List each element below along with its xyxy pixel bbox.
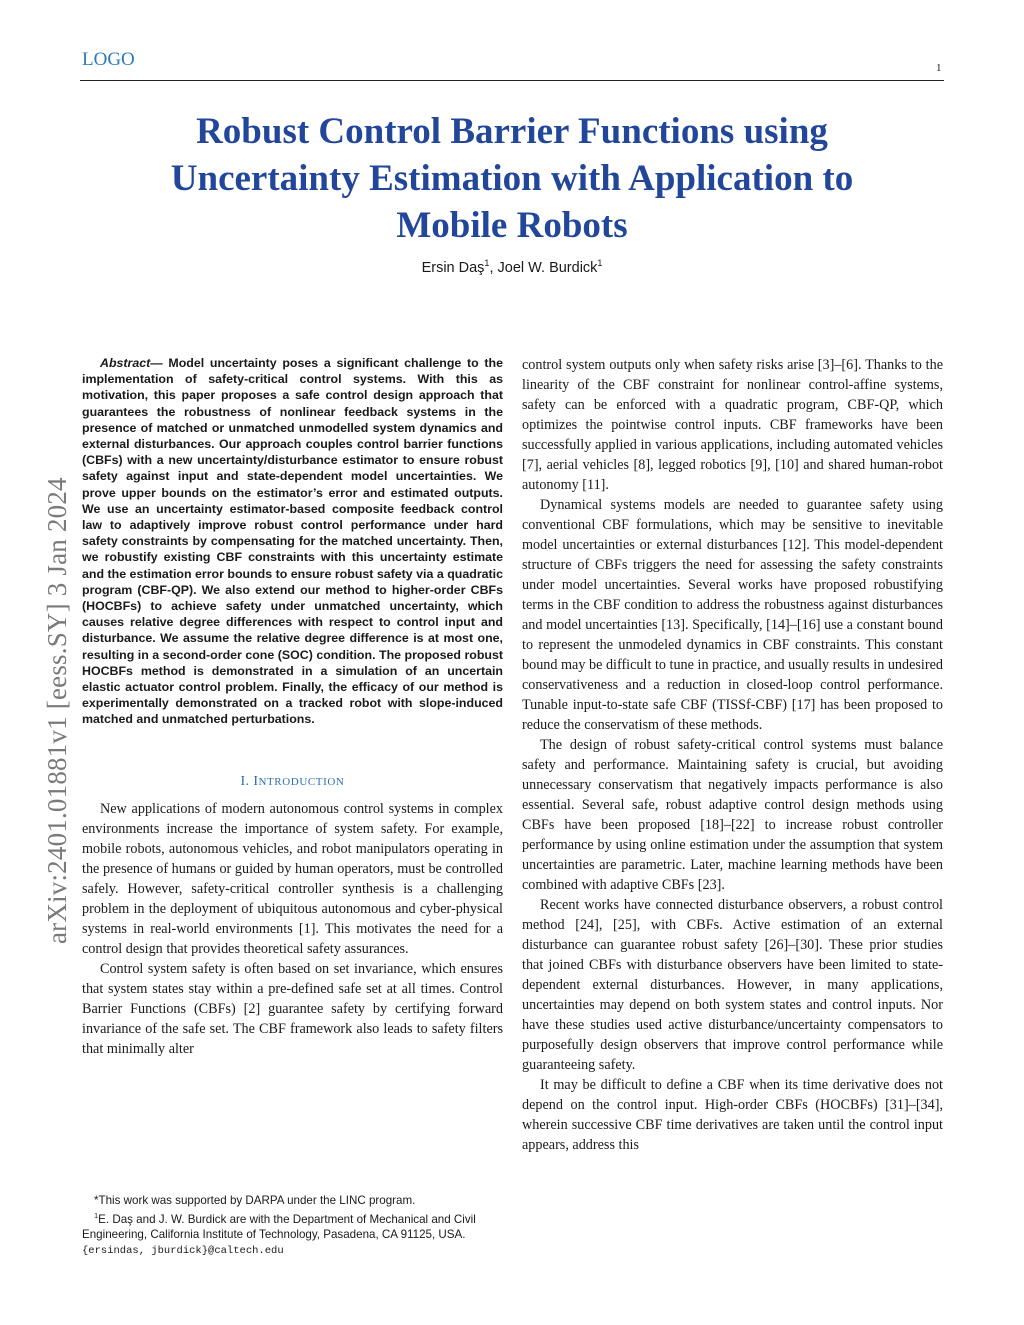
left-column bbox=[82, 355, 503, 1059]
header-rule bbox=[80, 80, 944, 81]
paragraph: It may be difficult to define a CBF when its time derivative does not depend on the control input. High-order CBFs (HOCBFs) [31]–[34], wherein successive CBF time derivatives are taken until the control input appears, address this bbox=[522, 1077, 943, 1153]
author-1: Ersin Daş bbox=[421, 260, 485, 276]
abstract bbox=[82, 355, 503, 728]
footnote-emails[interactable]: {ersindas, jburdick}@caltech.edu bbox=[82, 1244, 284, 1257]
section-title-rest: NTRODUCTION bbox=[258, 775, 345, 788]
arxiv-identifier[interactable]: arXiv:2401.01881v1 [eess.SY] 3 Jan 2024 bbox=[42, 477, 72, 944]
logo-text: LOGO bbox=[82, 49, 135, 70]
footnote-affiliation-text: E. Daş and J. W. Burdick are with the Department of Mechanical and Civil Engineering, California Institute of Technology, Pasadena, CA 91125, USA. bbox=[82, 1212, 476, 1241]
section-heading-introduction bbox=[82, 774, 503, 790]
intro-body-right bbox=[522, 355, 943, 1155]
author-1-affiliation: 1 bbox=[484, 258, 490, 268]
author-2: Joel W. Burdick bbox=[497, 260, 598, 276]
section-title-initial: I bbox=[253, 773, 259, 789]
paragraph: Control system safety is often based on set invariance, which ensures that system states stay within a pre-defined safe set at all times. Control Barrier Functions (CBFs) [2] guarantee safety by certifying forward invariance of the safe set. The CBF framework also leads to safety filters that minimally alter bbox=[82, 960, 503, 1057]
paper-title bbox=[80, 108, 944, 249]
footnote-funding: *This work was supported by DARPA under the LINC program. bbox=[94, 1194, 416, 1207]
section-number: I. bbox=[240, 773, 254, 789]
page-number: 1 bbox=[936, 62, 942, 74]
title-line-3: Mobile Robots bbox=[396, 205, 628, 246]
right-column bbox=[522, 355, 943, 1155]
intro-body-left bbox=[82, 799, 503, 1059]
footnote-affiliation bbox=[82, 1208, 503, 1259]
footnote-marker: 1 bbox=[94, 1211, 99, 1220]
paragraph: New applications of modern autonomous control systems in complex environments increase the importance of system safety. For example, mobile robots, autonomous vehicles, and robot manipulators operating in the presence of humans or guided by human operators, must be controlled safely. However, safety-critical controller synthesis is a challenging problem in the deployment of ubiquitous autonomous and cyber-physical systems in real-world environments [1]. This motivates the need for a control design that provides theoretical safety assurances. bbox=[82, 800, 503, 957]
paragraph: Recent works have connected disturbance observers, a robust control method [24], [25], with CBFs. Active estimation of an external disturbance can guarantee robust safety [26]–[30]. These prior studies that joined CBFs with disturbance observers have been limited to state-dependent external disturbances. However, in many applications, uncertainties may depend on both system states and control inputs. Nor have these studies used active disturbance/uncertainty compensators to purposefully design observers that improve control performance while guaranteeing safety. bbox=[522, 897, 943, 1073]
author-list bbox=[80, 260, 944, 276]
abstract-dash: — bbox=[150, 356, 169, 370]
abstract-text: Model uncertainty poses a significant challenge to the implementation of safety-critical control systems. With this as motivation, this paper proposes a safe control design approach that guarantees the robustness of nonlinear feedback systems in the presence of matched or unmatched unmodelled system dynamics and external disturbances. Our approach couples control barrier functions (CBFs) with a new uncertainty/disturbance estimator to ensure robust safety against input and state-dependent model uncertainties. We prove upper bounds on the estimator’s error and estimated outputs. We use an uncertainty estimator-based composite feedback control law to adaptively improve robust control performance under hard safety constraints by compensating for the matched uncertainty. Then, we robustify existing CBF constraints with this uncertainty estimate and the estimation error bounds to ensure robust safety via a quadratic program (CBF-QP). We also extend our method to higher-order CBFs (HOCBFs) to achieve safety under unmatched uncertainty, which causes relative degree differences with respect to control input and disturbance. We assume the relative degree difference is at most one, resulting in a second-order cone (SOC) condition. The proposed robust HOCBFs method is demonstrated in a simulation of an uncertain elastic actuator control problem. Finally, the efficacy of our method is experimentally demonstrated on a tracked robot with slope-induced matched and unmatched perturbations. bbox=[82, 356, 503, 727]
title-line-2: Uncertainty Estimation with Application to bbox=[170, 158, 854, 199]
paragraph: The design of robust safety-critical control systems must balance safety and performance. Maintaining safety is crucial, but avoiding unnecessary conservatism that negatively impacts performance is also essential. Several safe, robust adaptive control design methods using CBFs have been proposed [18]–[22] to increase robust controller performance by using online estimation under the assumption that system uncertainties are parametric. Later, machine learning methods have been combined with adaptive CBFs [23]. bbox=[522, 737, 943, 893]
paragraph: Dynamical systems models are needed to guarantee safety using conventional CBF formulations, which may be sensitive to inevitable model uncertainties or external disturbances [12]. This model-dependent structure of CBFs triggers the need for assessing the safety constraints under model uncertainties. Several works have proposed robustifying terms in the CBF condition to address the robustness against disturbances and model uncertainties [13]. Specifically, [14]–[16] use a constant bound to represent the unmodeled dynamics in CBF constraints. This constant bound may be difficult to tune in practice, and usually results in undesired conservativeness and a reduction in closed-loop control performance. Tunable input-to-state safe CBF (TISSf-CBF) [17] has been proposed to reduce the conservatism of these methods. bbox=[522, 497, 943, 733]
author-separator: , bbox=[489, 260, 498, 276]
footnotes bbox=[82, 1193, 503, 1259]
title-line-1: Robust Control Barrier Functions using bbox=[196, 111, 828, 152]
paragraph: control system outputs only when safety risks arise [3]–[6]. Thanks to the linearity of the CBF constraint for nonlinear control-affine systems, safety can be enforced with a quadratic program, CBF-QP, which optimizes the pointwise control inputs. CBF frameworks have been successfully applied in various applications, including automated vehicles [7], aerial vehicles [8], legged robotics [9], [10] and shared human-robot autonomy [11]. bbox=[522, 357, 943, 493]
abstract-label: Abstract bbox=[100, 356, 151, 370]
author-2-affiliation: 1 bbox=[597, 258, 603, 268]
